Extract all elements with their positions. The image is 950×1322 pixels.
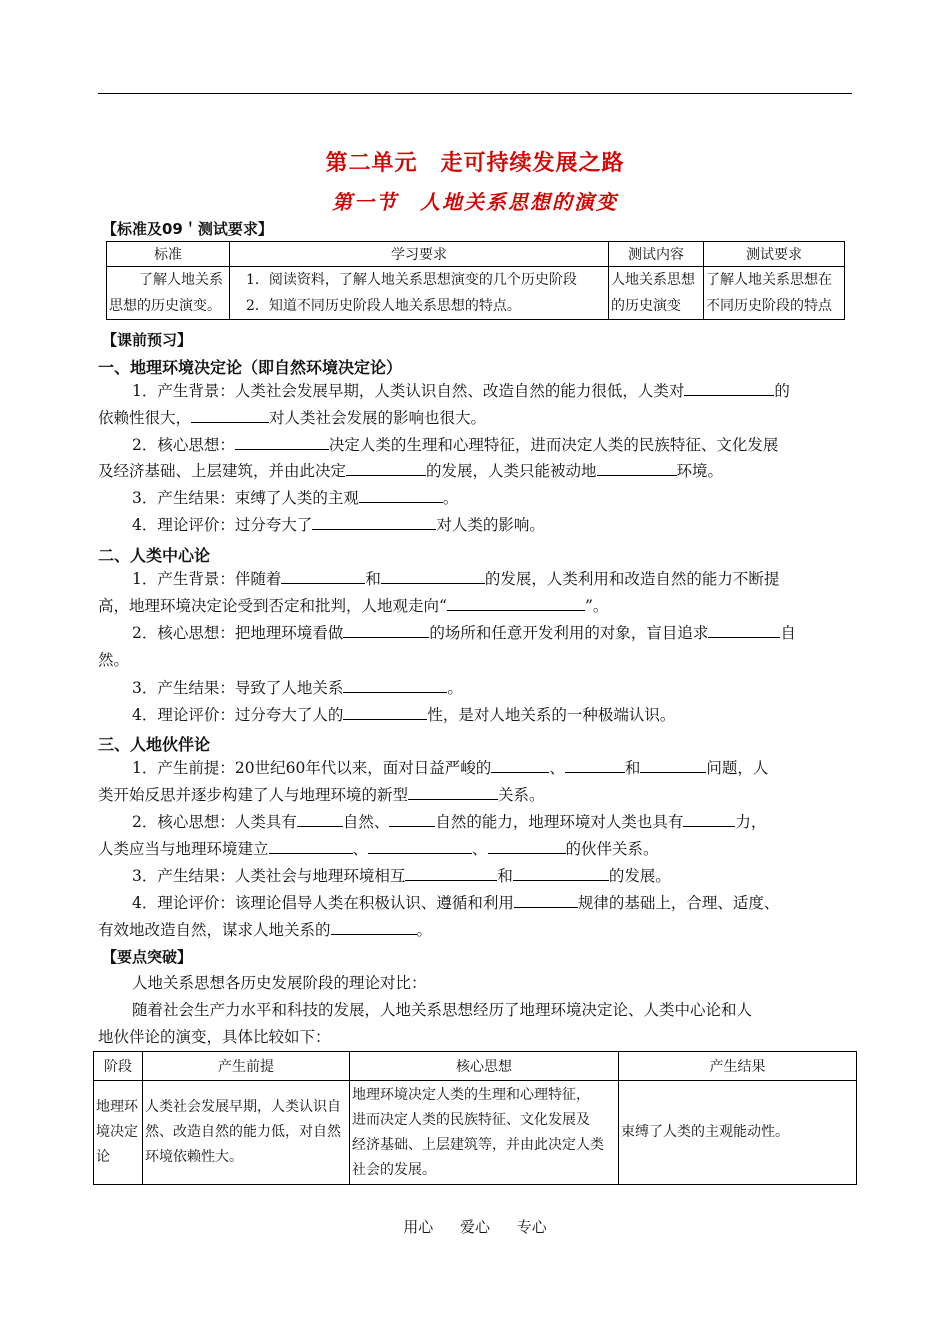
fill-blank: [514, 893, 578, 908]
section-title: 第一节 人地关系思想的演变: [332, 190, 618, 214]
text: 和: [365, 570, 381, 588]
s3-p2a: [132, 812, 766, 832]
text: 的发展。: [608, 867, 671, 885]
text: 。: [447, 679, 463, 697]
cell-text: 然、改造自然的能力低，对自然: [145, 1124, 341, 1140]
cell-text: 地理环境决定人类的生理和心理特征，: [352, 1086, 590, 1103]
cell-text: 不同历史阶段的特点: [706, 298, 832, 314]
comparison-header-row: [94, 1052, 857, 1081]
text: 的伙伴关系。: [565, 840, 659, 858]
fill-blank: [312, 515, 436, 530]
text: 4．理论评价：过分夸大了人的: [132, 706, 344, 724]
text: 自然、: [342, 813, 390, 831]
text: 4．理论评价：该理论倡导人类在积极认识、遵循和利用: [132, 894, 514, 912]
fill-blank: [640, 758, 706, 773]
text: 类开始反思并逐步构建了人与地理环境的新型: [98, 786, 409, 804]
text: 环境。: [676, 462, 724, 480]
text: 人类应当与地理环境建立: [98, 840, 269, 858]
section3-heading: 三、人地伙伴论: [98, 735, 211, 754]
fill-blank: [281, 569, 365, 584]
text: 1．产生背景：伴随着: [132, 570, 282, 588]
fill-blank: [346, 461, 426, 476]
fill-blank: [447, 596, 585, 611]
s3-p1a: [132, 758, 768, 778]
kp-p2b: 地伙伴论的演变，具体比较如下：: [98, 1028, 331, 1046]
fill-blank: [191, 408, 269, 423]
s3-p2b: [98, 839, 659, 859]
text: 自然的能力，地理环境对人类也具有: [435, 813, 684, 831]
s2-p4: [132, 705, 675, 725]
text: 的发展，人类利用和改造自然的能力不断提: [484, 570, 780, 588]
text: 对人类社会发展的影响也很大。: [269, 409, 487, 427]
text: 有效地改造自然，谋求人地关系的: [98, 921, 331, 939]
s3-p3: [132, 866, 671, 886]
cell-text: 进而决定人类的民族特征、文化发展及: [352, 1111, 590, 1128]
fill-blank: [235, 435, 329, 450]
text: 2．核心思想：人类具有: [132, 813, 297, 831]
cell-text: 社会的发展。: [352, 1161, 436, 1178]
cell-text: 地理环: [96, 1099, 138, 1115]
cell-text: 思想的历史演变。: [109, 298, 221, 314]
fill-blank: [297, 812, 343, 827]
text: ”。: [584, 597, 609, 615]
fill-blank: [683, 812, 735, 827]
cell-core: [350, 1081, 619, 1185]
text: 及经济基础、上层建筑，并由此决定: [98, 462, 347, 480]
text: 。: [416, 921, 433, 939]
s2-p1b: [98, 596, 608, 616]
text: 1．产生背景：人类社会发展早期，人类认识自然、改造自然的能力很低，人类对: [132, 382, 685, 400]
fill-blank: [343, 705, 427, 720]
header-test-requirement: 测试要求: [704, 242, 845, 267]
cell-test-content: [609, 267, 704, 320]
s3-p4b: [98, 920, 432, 940]
fill-blank: [565, 758, 625, 773]
kp-intro: 人地关系思想各历史发展阶段的理论对比：: [132, 974, 427, 992]
text: 1．产生前提：20世纪60年代以来，面对日益严峻的: [132, 759, 492, 777]
cell-text: 的历史演变: [611, 298, 681, 314]
standards-heading: 【标准及09＇测试要求】: [102, 220, 273, 238]
fill-blank: [389, 812, 435, 827]
comparison-table: [93, 1051, 857, 1185]
section2-heading: 二、人类中心论: [98, 546, 211, 565]
header-test-content: 测试内容: [609, 242, 704, 267]
header-result: 产生结果: [619, 1052, 857, 1081]
s2-p2b: 然。: [98, 651, 130, 669]
s1-p3: [132, 488, 458, 508]
cell-text: 境决定: [96, 1124, 138, 1140]
s2-p2a: [132, 623, 796, 643]
text: 、: [352, 840, 369, 858]
cell-text: 论: [96, 1149, 110, 1165]
s3-p1b: [98, 785, 545, 805]
s3-p4a: [132, 893, 779, 913]
text: 关系。: [498, 786, 545, 804]
text: 2．核心思想：把地理环境看做: [132, 624, 344, 642]
standards-row: [107, 267, 845, 320]
fill-blank: [488, 839, 566, 854]
text: 和: [497, 867, 513, 885]
fill-blank: [359, 488, 443, 503]
s1-p4: [132, 515, 545, 535]
header-core: 核心思想: [350, 1052, 619, 1081]
cell-stage: [94, 1081, 143, 1185]
header-premise: 产生前提: [143, 1052, 350, 1081]
s2-p3: [132, 678, 463, 698]
fill-blank: [513, 866, 609, 881]
fill-blank: [597, 461, 677, 476]
cell-text: 2．知道不同历史阶段人地关系思想的特点。: [246, 298, 521, 314]
s1-p2b: [98, 461, 723, 481]
s2-p1a: [132, 569, 779, 589]
keypoints-heading: 【要点突破】: [102, 948, 193, 966]
cell-text: 经济基础、上层建筑等，并由此决定人类: [352, 1136, 604, 1153]
text: 。: [442, 489, 459, 507]
fill-blank: [405, 866, 497, 881]
fill-blank: [331, 920, 417, 935]
fill-blank: [491, 758, 549, 773]
comparison-row: [94, 1081, 857, 1185]
unit-title: 第二单元 走可持续发展之路: [325, 151, 625, 176]
fill-blank: [269, 839, 353, 854]
preview-heading: 【课前预习】: [102, 331, 193, 349]
cell-text: 人地关系思想: [611, 272, 695, 288]
text: 、: [472, 840, 488, 858]
text: 3．产生结果：人类社会与地理环境相互: [132, 867, 406, 885]
text: 的: [774, 382, 790, 400]
text: 力，: [735, 813, 767, 831]
cell-test-requirement: [704, 267, 845, 320]
cell-text: 人类社会发展早期，人类认识自: [145, 1099, 341, 1115]
cell-text: 了解人地关系思想在: [706, 272, 832, 288]
cell-learning: [230, 267, 609, 320]
cell-text: 了解人地关系: [139, 272, 223, 288]
kp-p2a: 随着社会生产力水平和科技的发展，人地关系思想经历了地理环境决定论、人类中心论和人: [132, 1001, 753, 1019]
text: 问题，人: [706, 759, 769, 777]
text: 对人类的影响。: [436, 516, 545, 534]
cell-result: 束缚了人类的主观能动性。: [619, 1081, 857, 1185]
text: 、: [549, 759, 565, 777]
s1-p1b: [98, 408, 486, 428]
text: 的发展，人类只能被动地: [426, 462, 597, 480]
fill-blank: [684, 381, 774, 396]
text: 3．产生结果：束缚了人类的主观: [132, 489, 359, 507]
fill-blank: [381, 569, 485, 584]
header-rule: [98, 93, 852, 94]
fill-blank: [368, 839, 472, 854]
cell-standard: [107, 267, 230, 320]
cell-premise: [143, 1081, 350, 1185]
text: 自: [780, 624, 796, 642]
text: 规律的基础上，合理、适度、: [577, 894, 780, 912]
fill-blank: [343, 678, 447, 693]
fill-blank: [408, 785, 498, 800]
s1-p1a: [132, 381, 790, 401]
page-footer: 用心 爱心 专心: [403, 1218, 547, 1236]
cell-text: 环境依赖性大。: [145, 1149, 243, 1165]
section1-heading: 一、地理环境决定论（即自然环境决定论）: [98, 358, 403, 377]
text: 和: [624, 759, 641, 777]
s1-p2a: [132, 435, 778, 455]
standards-table: [106, 241, 845, 320]
text: 3．产生结果：导致了人地关系: [132, 679, 344, 697]
text: 高，地理环境决定论受到否定和批判，人地观走向“: [98, 597, 447, 615]
header-standard: 标准: [107, 242, 230, 267]
fill-blank: [343, 623, 429, 638]
text: 的场所和任意开发利用的对象，盲目追求: [429, 624, 709, 642]
text: 2．核心思想：: [132, 436, 235, 454]
header-learning: 学习要求: [230, 242, 609, 267]
cell-text: 1．阅读资料，了解人地关系思想演变的几个历史阶段: [246, 272, 577, 288]
text: 4．理论评价：过分夸大了: [132, 516, 313, 534]
text: 决定人类的生理和心理特征，进而决定人类的民族特征、文化发展: [328, 436, 779, 454]
text: 依赖性很大，: [98, 409, 192, 427]
text: 性，是对人地关系的一种极端认识。: [427, 706, 676, 724]
standards-header-row: [107, 242, 845, 267]
header-stage: 阶段: [94, 1052, 143, 1081]
fill-blank: [708, 623, 780, 638]
